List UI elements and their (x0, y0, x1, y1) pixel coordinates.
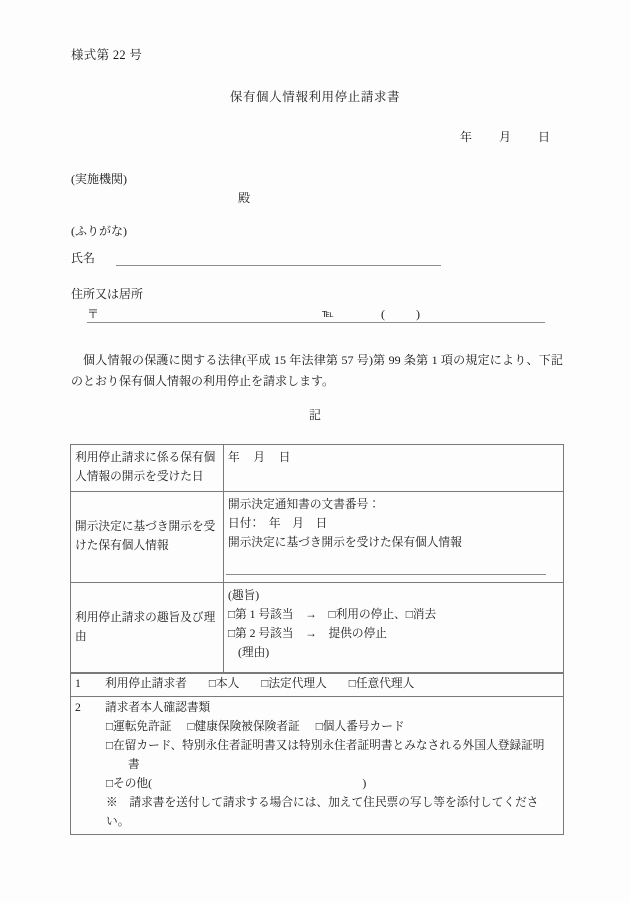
identity-documents-heading-line (75, 699, 559, 718)
dono-honorific: 殿 (238, 191, 251, 205)
identity-verification-box (70, 672, 564, 835)
telephone-icon: ℡ (322, 308, 334, 320)
date-month-label: 月 (499, 130, 513, 144)
checkbox-voluntary-representative[interactable]: □任意代理人 (348, 677, 415, 690)
identity-documents-row (71, 697, 563, 834)
checkbox-legal-representative[interactable]: □法定代理人 (261, 677, 327, 690)
form-number: 様式第 22 号 (71, 48, 143, 62)
date-year-label: 年 (460, 130, 474, 144)
request-details-table (70, 444, 564, 674)
implementing-agency-label: (実施機関) (71, 172, 127, 186)
checkbox-other[interactable]: □その他( ) (106, 776, 367, 790)
table-row (71, 492, 564, 583)
checkbox-residence-card[interactable]: □在留カード、特別永住者証明書又は特別永住者証明書とみなされる外国人登録証明 (106, 738, 545, 752)
name-label: 氏名 (71, 251, 96, 265)
item-number-1: 1 (75, 677, 81, 690)
requester-type-label: 利用停止請求者 (105, 677, 187, 690)
furigana-label: (ふりがな) (71, 224, 127, 238)
disclosed-info-write-in-line[interactable] (226, 574, 546, 575)
row-label-purpose-reason: 利用停止請求の趣旨及び理由 (71, 583, 224, 674)
checkbox-my-number-card[interactable]: □個人番号カード (315, 719, 405, 733)
address-write-in-line[interactable] (87, 322, 545, 323)
purpose-heading: (趣旨) (228, 589, 260, 602)
checkbox-self[interactable]: □本人 (208, 677, 240, 690)
notice-date-label: 日付： 年 月 日 (228, 516, 328, 530)
identity-documents-label: 請求者本人確認書類 (105, 700, 211, 714)
row-value-purpose-reason[interactable] (224, 583, 564, 674)
date-day-label: 日 (538, 130, 552, 144)
checkbox-drivers-license[interactable]: □運転免許証 (106, 719, 172, 733)
reason-heading: (理由) (238, 645, 270, 659)
table-row (71, 445, 564, 492)
legal-basis-paragraph: 個人情報の保護に関する法律(平成 15 年法律第 57 号)第 99 条第 1 項の規定により、下記のとおり保有個人情報の利用停止を請求します。 (71, 353, 563, 388)
date-line (460, 128, 551, 146)
ki-marker: 記 (308, 408, 321, 422)
address-label: 住所又は居所 (71, 287, 144, 301)
row-label-disclosure-date: 利用停止請求に係る保有個人情報の開示を受けた日 (71, 445, 224, 492)
row-value-disclosure-date[interactable] (224, 445, 564, 492)
notice-document-number-label: 開示決定通知書の文書番号： (228, 498, 380, 511)
item-number-2: 2 (75, 700, 81, 714)
mailing-note: ※ 請求書を送付して請求する場合には、加えて住民票の写し等を添付してください。 (106, 795, 539, 828)
postal-code-icon: 〒 (87, 307, 100, 321)
document-title: 保有個人情報利用停止請求書 (229, 90, 401, 104)
disclosed-personal-info-label: 開示決定に基づき開示を受けた保有個人情報 (228, 535, 462, 549)
disclosure-date-fields: 年 月 日 (228, 451, 292, 464)
identity-documents-options-line-1 (75, 718, 559, 737)
row-label-disclosed-info: 開示決定に基づき開示を受けた保有個人情報 (71, 492, 224, 583)
requester-type-row (71, 673, 563, 697)
item1-checkbox-line[interactable]: □第 1 号該当 → □利用の停止、□消去 (228, 607, 437, 621)
name-write-in-line[interactable] (116, 265, 441, 266)
residence-card-continuation: 書 (128, 757, 140, 771)
row-value-disclosed-info[interactable] (224, 492, 564, 583)
telephone-parentheses: ( ) (381, 307, 434, 321)
table-row (71, 583, 564, 674)
checkbox-health-insurance-card[interactable]: □健康保険被保険者証 (187, 719, 300, 733)
item2-checkbox-line[interactable]: □第 2 号該当 → 提供の停止 (228, 626, 387, 640)
